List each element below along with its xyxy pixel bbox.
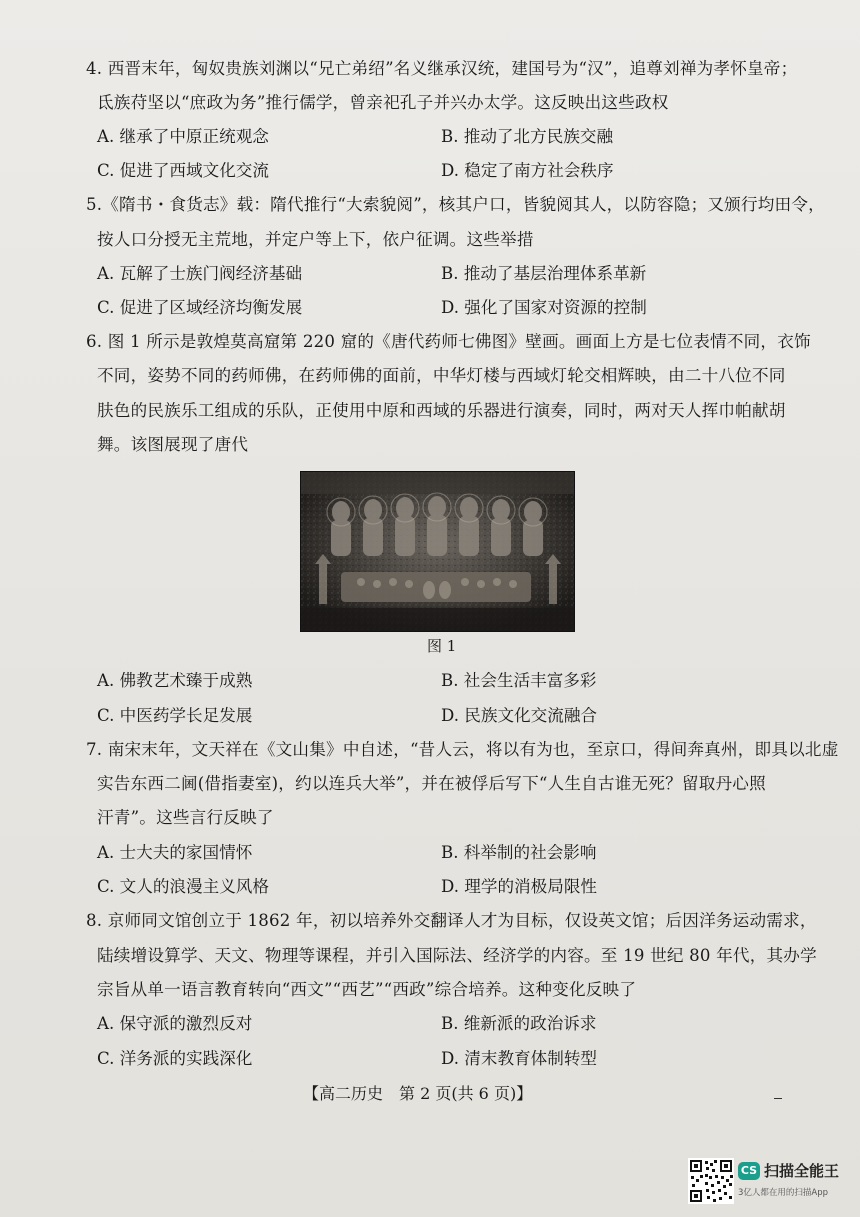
page-footer: 【高二历史 第 2 页(共 6 页)】 [303, 1084, 533, 1103]
q8-option-d: D. 清末教育体制转型 [441, 1049, 598, 1068]
dunhuang-mural-image [300, 471, 575, 632]
q7-option-d: D. 理学的消极局限性 [441, 877, 598, 896]
scanner-logo: CS [738, 1162, 760, 1180]
q8-option-b: B. 维新派的政治诉求 [441, 1014, 597, 1033]
q8-option-c: C. 洋务派的实践深化 [97, 1049, 253, 1068]
q6-option-a: A. 佛教艺术臻于成熟 [97, 671, 253, 690]
q4-option-d: D. 稳定了南方社会秩序 [441, 161, 614, 180]
q6-stem-line-4: 舞。该图展现了唐代 [97, 435, 249, 454]
q8-stem-line-1: 8. 京师同文馆创立于 1862 年，初以培养外交翻译人才为目标，仅设英文馆；后因洋务运动需求， [86, 911, 817, 930]
q6-stem-line-3: 肤色的民族乐工组成的乐队，正使用中原和西域的乐器进行演奏，同时，两对天人挥巾帕献胡 [97, 401, 786, 420]
q5-stem-line-2: 按人口分授无主荒地，并定户等上下，依户征调。这些举措 [97, 230, 534, 249]
q5-option-c: C. 促进了区域经济均衡发展 [97, 298, 303, 317]
figure-caption: 图 1 [427, 637, 457, 655]
mural-illustration [301, 472, 574, 631]
scanner-app-name: 扫描全能王 [764, 1162, 840, 1180]
q7-stem-line-3: 汗青”。这些言行反映了 [97, 808, 274, 827]
q5-stem-line-1: 5.《隋书・食货志》载：隋代推行“大索貌阅”，核其户口，皆貌阅其人，以防容隐；又颁行均田令， [86, 195, 825, 214]
q5-option-d: D. 强化了国家对资源的控制 [441, 298, 647, 317]
q4-stem-line-2: 氐族苻坚以“庶政为务”推行儒学，曾亲祀孔子并兴办太学。这反映出这些政权 [97, 93, 669, 112]
q4-option-b: B. 推动了北方民族交融 [441, 127, 614, 146]
q4-option-c: C. 促进了西域文化交流 [97, 161, 269, 180]
q4-option-a: A. 继承了中原正统观念 [97, 127, 269, 146]
q6-option-c: C. 中医药学长足发展 [97, 706, 253, 725]
q8-stem-line-2: 陆续增设算学、天文、物理等课程，并引入国际法、经济学的内容。至 19 世纪 80 年代，其办学 [97, 946, 817, 965]
q4-stem-line-1: 4. 西晋末年，匈奴贵族刘渊以“兄亡弟绍”名义继承汉统，建国号为“汉”，追尊刘禅为孝怀皇帝； [86, 59, 798, 78]
q5-option-a: A. 瓦解了士族门阀经济基础 [97, 264, 303, 283]
q8-option-a: A. 保守派的激烈反对 [97, 1014, 253, 1033]
scanner-tagline: 3亿人都在用的扫描App [738, 1188, 829, 1198]
qr-code-icon [688, 1158, 734, 1204]
q8-stem-line-3: 宗旨从单一语言教育转向“西文”“西艺”“西政”综合培养。这种变化反映了 [97, 980, 637, 999]
q6-stem-line-1: 6. 图 1 所示是敦煌莫高窟第 220 窟的《唐代药师七佛图》壁画。画面上方是七位表情不同，衣饰 [86, 332, 811, 351]
q7-option-b: B. 科举制的社会影响 [441, 843, 597, 862]
q6-option-d: D. 民族文化交流融合 [441, 706, 598, 725]
q7-stem-line-1: 7. 南宋末年，文天祥在《文山集》中自述，“昔人云，将以有为也，至京口，得间奔真州，即具以北虚 [86, 740, 839, 759]
q6-stem-line-2: 不同，姿势不同的药师佛，在药师佛的面前，中华灯楼与西域灯轮交相辉映，由二十八位不同 [97, 366, 786, 385]
q7-option-c: C. 文人的浪漫主义风格 [97, 877, 269, 896]
q7-stem-line-2: 实告东西二阃(借指妻室)，约以连兵大举”，并在被俘后写下“人生自古谁无死？留取丹心照 [97, 774, 766, 793]
q6-option-b: B. 社会生活丰富多彩 [441, 671, 597, 690]
q7-option-a: A. 士大夫的家国情怀 [97, 843, 253, 862]
q5-option-b: B. 推动了基层治理体系革新 [441, 264, 647, 283]
scanner-watermark [688, 1158, 848, 1206]
divider [774, 1098, 782, 1099]
